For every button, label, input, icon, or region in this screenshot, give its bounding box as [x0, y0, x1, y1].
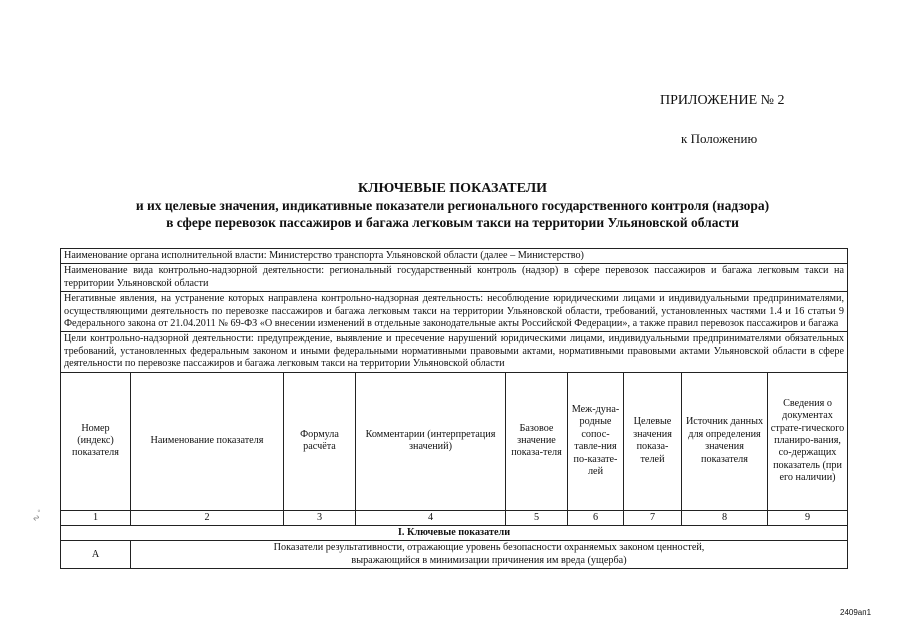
- group-text-line-2: выражающийся в минимизации причинения им вреда (ущерба): [351, 554, 627, 566]
- section-row: [61, 526, 848, 541]
- info-authority: Наименование органа исполнительной власти: Министерство транспорта Ульяновской области (далее – Министерство): [61, 249, 848, 264]
- column-number: 1: [61, 510, 131, 525]
- column-header: Сведения о документах страте-гического планиро-вания, со-держащих показатель (при его наличии): [768, 372, 848, 510]
- info-row-goals: [61, 332, 848, 372]
- column-number: 2: [131, 510, 284, 525]
- section-title: I. Ключевые показатели: [61, 526, 848, 541]
- column-number: 4: [356, 510, 506, 525]
- column-header: Базовое значение показа-теля: [506, 372, 568, 510]
- column-number: 5: [506, 510, 568, 525]
- info-activity-type: Наименование вида контрольно-надзорной деятельности: региональный государственный контроль (надзор) в сфере перевозок пассажиров и багажа легковым такси на территории Ульяновской области: [61, 264, 848, 292]
- document-subtitle-line-1: и их целевые значения, индикативные показатели регионального государственного контроля (надзора): [135, 198, 770, 213]
- column-header: Номер (индекс) показателя: [61, 372, 131, 510]
- scan-mark: ∿ ◦: [30, 507, 44, 524]
- info-row-activity: [61, 264, 848, 292]
- info-row-authority: [61, 249, 848, 264]
- column-number: 8: [682, 510, 768, 525]
- group-description: [131, 541, 848, 569]
- column-header: Формула расчёта: [284, 372, 356, 510]
- info-row-negative: [61, 292, 848, 332]
- column-header: Источник данных для определения значения показателя: [682, 372, 768, 510]
- table-header-row: [61, 372, 848, 510]
- column-number: 6: [568, 510, 624, 525]
- appendix-reference: к Положению: [681, 131, 758, 146]
- document-subtitle-line-2: в сфере перевозок пассажиров и багажа легковым такси на территории Ульяновской области: [166, 215, 739, 230]
- column-header: Целевые значения показа-телей: [624, 372, 682, 510]
- column-header: Наименование показателя: [131, 372, 284, 510]
- group-row: [61, 541, 848, 569]
- group-text-line-1: Показатели результативности, отражающие уровень безопасности охраняемых законом ценностей,: [273, 542, 705, 554]
- column-numbers-row: [61, 510, 848, 525]
- info-negative-phenomena: Негативные явления, на устранение которых направлена контрольно-надзорная деятельность: несоблюдение юридическими лицами и индивидуальными предпринимателями, осуществляющими деятельность по перевозке пассажиров и багажа легковым такси на территории Ульяновской области, требований, установленных частями 1.4 и 16 статьи 9 Федерального закона от 21.04.2011 № 69-ФЗ «О внесении изменений в отдельные законодательные акты Российской Федерации», а также правил перевозок пассажиров и багажа: [61, 292, 848, 332]
- indicators-table: [60, 248, 848, 569]
- footer-code: 2409ап1: [840, 608, 872, 617]
- column-number: 3: [284, 510, 356, 525]
- column-header: Меж-дуна-родные сопос-тавле-ния по-казате-лей: [568, 372, 624, 510]
- group-index: А: [61, 541, 131, 569]
- column-number: 9: [768, 510, 848, 525]
- info-goals: Цели контрольно-надзорной деятельности: предупреждение, выявление и пресечение нарушений юридическими лицами, индивидуальными предпринимателями обязательных требований, установленных федеральным законом и иными федеральными нормативными правовыми актами, нормативными правовыми актами Ульяновской области в сфере деятельности по перевозке пассажиров и багажа легковым такси на территории Ульяновской области: [61, 332, 848, 372]
- appendix-number: ПРИЛОЖЕНИЕ № 2: [660, 93, 785, 108]
- document-title: КЛЮЧЕВЫЕ ПОКАЗАТЕЛИ: [357, 181, 548, 196]
- column-header: Комментарии (интерпретация значений): [356, 372, 506, 510]
- column-number: 7: [624, 510, 682, 525]
